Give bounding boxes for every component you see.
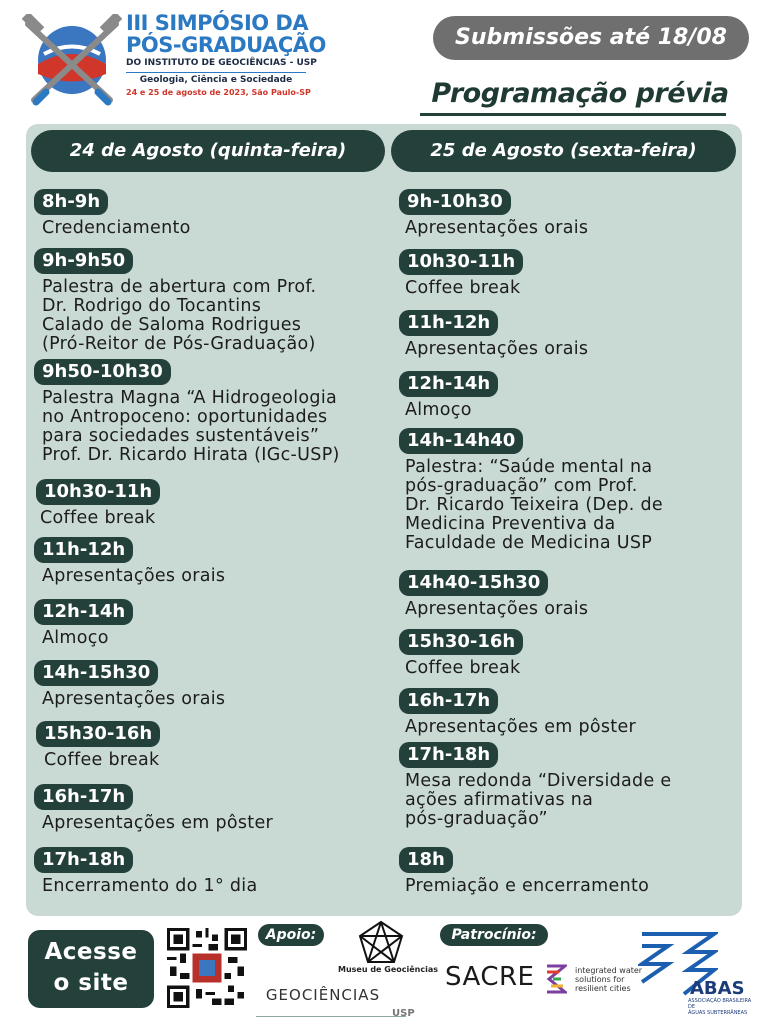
- slot-description: Apresentações orais: [405, 218, 589, 238]
- time-badge: 15h30-16h: [399, 629, 523, 655]
- usp-logo-text: USP: [392, 1008, 415, 1019]
- time-badge: 11h-12h: [34, 537, 133, 563]
- slot-description: Palestra Magna “A Hidrogeologia no Antropoceno: oportunidades para sociedades sustentáveis” Prof. Dr. Ricardo Hirata (IGc-USP): [42, 388, 340, 465]
- time-badge: 15h30-16h: [36, 721, 160, 747]
- slot-description: Encerramento do 1° dia: [42, 876, 258, 896]
- time-badge: 14h40-15h30: [399, 570, 548, 596]
- day1-slot: [34, 537, 225, 586]
- museum-logo-text: Museu de Geociências: [338, 965, 438, 974]
- logo-title-line2: PÓS-GRADUAÇÃO: [126, 33, 326, 57]
- slot-description: Apresentações orais: [405, 599, 589, 619]
- day1-slot: [34, 248, 316, 354]
- visit-site-label: Acesse o site: [44, 939, 138, 996]
- day1-slot: [34, 359, 340, 465]
- slot-description: Apresentações orais: [42, 689, 226, 709]
- logo-date: 24 e 25 de agosto de 2023, São Paulo-SP: [126, 88, 311, 97]
- day1-slot: [34, 847, 258, 896]
- day2-slot: [399, 428, 663, 553]
- slot-description: Palestra de abertura com Prof. Dr. Rodrigo do Tocantins Calado de Saloma Rodrigues (Pró-Reitor de Pós-Graduação): [42, 277, 317, 354]
- slot-description: Coffee break: [44, 750, 160, 770]
- abas-tagline: ASSOCIAÇÃO BRASILEIRA DE ÁGUAS SUBTERRÂNEAS: [688, 998, 752, 1016]
- slot-description: Coffee break: [40, 508, 156, 528]
- day1-slot: [34, 660, 225, 709]
- abas-logo-text: ABAS: [690, 978, 745, 999]
- slot-description: Apresentações orais: [42, 566, 226, 586]
- submissions-deadline-badge: Submissões até 18/08: [433, 16, 749, 60]
- day1-slot: [36, 479, 160, 528]
- day1-slot: [34, 784, 273, 833]
- slot-description: Almoço: [42, 628, 109, 648]
- qr-code-icon[interactable]: [167, 928, 247, 1008]
- time-badge: 12h-14h: [399, 371, 498, 397]
- program-title: Programação prévia: [431, 78, 729, 109]
- visit-site-button[interactable]: [28, 930, 154, 1008]
- slot-description: Apresentações em pôster: [42, 813, 274, 833]
- slot-description: Premiação e encerramento: [405, 876, 650, 896]
- slot-description: Apresentações orais: [405, 339, 589, 359]
- slot-description: Palestra: “Saúde mental na pós-graduação” com Prof. Dr. Ricardo Teixeira (Dep. de Medicina Preventiva da Faculdade de Medicina USP: [405, 457, 663, 553]
- sponsorship-label: Patrocínio:: [440, 924, 548, 946]
- slot-description: Credenciamento: [42, 218, 191, 238]
- logo-institute: DO INSTITUTO DE GEOCIÊNCIAS - USP: [126, 58, 317, 68]
- slot-description: Coffee break: [405, 278, 521, 298]
- time-badge: 17h-18h: [34, 847, 133, 873]
- sacre-logo-text: SACRE: [445, 962, 535, 992]
- time-badge: 16h-17h: [399, 688, 498, 714]
- geociencias-logo-text: GEOCIÊNCIAS: [265, 986, 381, 1004]
- day2-slot: [399, 847, 649, 896]
- slot-description: Almoço: [405, 400, 472, 420]
- day1-slot: [34, 599, 133, 648]
- slot-description: Apresentações em pôster: [405, 717, 637, 737]
- support-label: Apoio:: [258, 924, 324, 946]
- sacre-logo-icon: [545, 962, 567, 996]
- time-badge: 8h-9h: [34, 189, 108, 215]
- time-badge: 9h-10h30: [399, 189, 511, 215]
- logo-theme: Geologia, Ciência e Sociedade: [126, 72, 306, 87]
- day1-header: 24 de Agosto (quinta-feira): [31, 130, 385, 172]
- time-badge: 10h30-11h: [399, 249, 523, 275]
- day2-slot: [399, 189, 588, 238]
- sacre-tagline: integrated water solutions for resilient cities: [575, 966, 643, 993]
- time-badge: 14h-14h40: [399, 428, 523, 454]
- time-badge: 9h-9h50: [34, 248, 133, 274]
- logo-title-line1: III SIMPÓSIO DA: [126, 11, 309, 35]
- geociencias-divider: [256, 1016, 406, 1017]
- day2-slot: [399, 570, 588, 619]
- day2-slot: [399, 742, 671, 829]
- day2-slot: [399, 629, 523, 678]
- time-badge: 10h30-11h: [36, 479, 160, 505]
- day2-header: 25 de Agosto (sexta-feira): [391, 130, 736, 172]
- day2-slot: [399, 371, 498, 420]
- time-badge: 16h-17h: [34, 784, 133, 810]
- day2-slot: [399, 688, 636, 737]
- museum-logo-icon: [358, 920, 404, 964]
- day2-slot: [399, 249, 523, 298]
- slot-description: Mesa redonda “Diversidade e ações afirmativas na pós-graduação”: [405, 771, 672, 829]
- time-badge: 12h-14h: [34, 599, 133, 625]
- program-title-underline: [420, 113, 726, 116]
- day1-slot: [36, 721, 160, 770]
- symposium-logo-icon: [22, 14, 122, 106]
- time-badge: 17h-18h: [399, 742, 498, 768]
- day2-slot: [399, 310, 588, 359]
- day1-slot: [34, 189, 191, 238]
- time-badge: 14h-15h30: [34, 660, 158, 686]
- slot-description: Coffee break: [405, 658, 521, 678]
- time-badge: 9h50-10h30: [34, 359, 171, 385]
- time-badge: 18h: [399, 847, 453, 873]
- time-badge: 11h-12h: [399, 310, 498, 336]
- symposium-logo-text: [126, 11, 326, 98]
